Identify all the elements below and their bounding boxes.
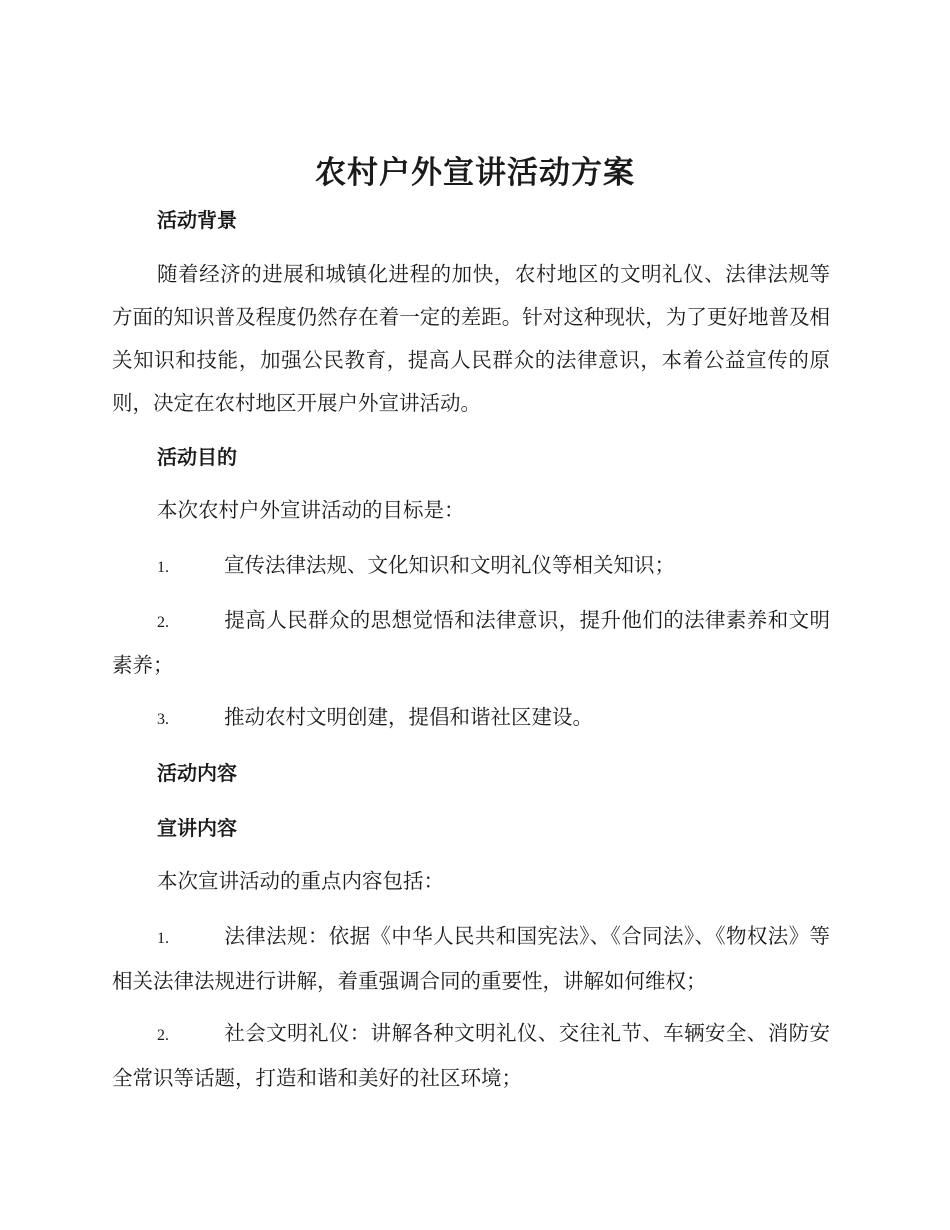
list-item-text: 提高人民群众的思想觉悟和法律意识，提升他们的法律素养和文明素养；	[112, 608, 830, 677]
section-heading-content: 活动内容	[157, 761, 237, 785]
list-number: 1.	[157, 930, 169, 947]
purpose-intro: 本次农村户外宣讲活动的目标是：	[157, 498, 465, 522]
section-heading-background: 活动背景	[157, 208, 237, 232]
list-item-text: 社会文明礼仪：讲解各种文明礼仪、交往礼节、车辆安全、消防安全常识等话题，打造和谐和美好的社区环境；	[112, 1021, 830, 1090]
list-item-text: 宣传法律法规、文化知识和文明礼仪等相关知识；	[224, 553, 675, 577]
background-paragraph: 随着经济的进展和城镇化进程的加快，农村地区的文明礼仪、法律法规等方面的知识普及程度仍然存在着一定的差距。针对这种现状，为了更好地普及相关知识和技能，加强公民教育，提高人民群众的法律意识，本着公益宣传的原则，决定在农村地区开展户外宣讲活动。	[112, 262, 830, 415]
list-number: 2.	[157, 614, 169, 631]
list-item-text: 推动农村文明创建，提倡和谐社区建设。	[224, 705, 593, 729]
content-list-item	[112, 915, 830, 1003]
list-number: 2.	[157, 1027, 169, 1044]
section-heading-purpose: 活动目的	[157, 445, 237, 469]
content-intro: 本次宣讲活动的重点内容包括：	[157, 869, 444, 893]
purpose-list-item	[112, 599, 830, 687]
purpose-list-item	[112, 696, 830, 741]
list-item-text: 法律法规：依据《中华人民共和国宪法》、《合同法》、《物权法》等相关法律法规进行讲解，着重强调合同的重要性，讲解如何维权；	[112, 924, 830, 993]
document-title: 农村户外宣讲活动方案	[315, 155, 635, 191]
purpose-list-item	[112, 544, 830, 589]
list-number: 1.	[157, 559, 169, 576]
list-number: 3.	[157, 711, 169, 728]
subsection-heading-speech-content: 宣讲内容	[157, 816, 237, 840]
content-list-item	[112, 1012, 830, 1100]
